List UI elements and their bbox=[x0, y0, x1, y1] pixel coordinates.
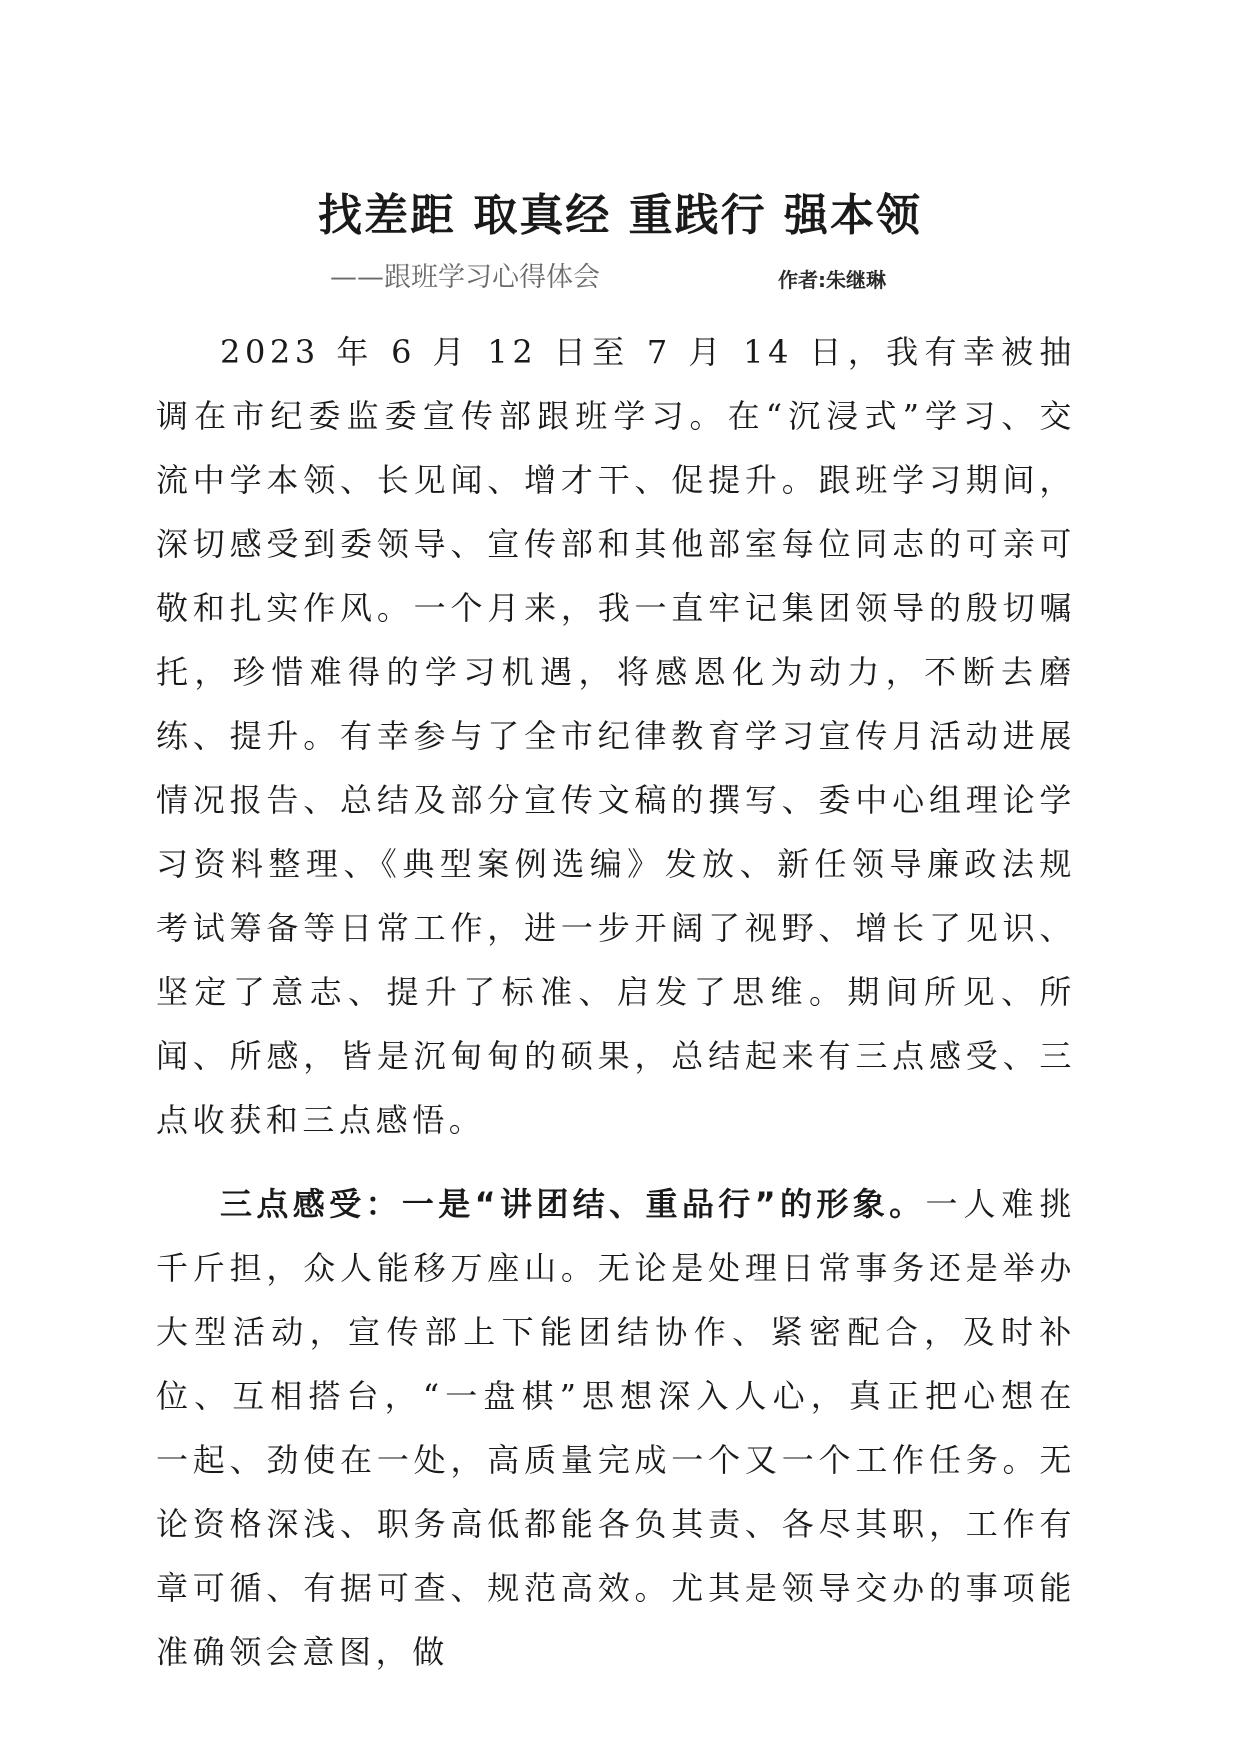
author-line: 作者:朱继琳 bbox=[778, 268, 886, 292]
document-title: 找差距 取真经 重践行 强本领 bbox=[318, 190, 922, 241]
paragraph-lead-bold: 三点感受：一是“讲团结、重品行”的形象。 bbox=[220, 1185, 926, 1223]
paragraph-intro: 2023 年 6 月 12 日至 7 月 14 日，我有幸被抽调在市纪委监委宣传部跟班学习。在“沉浸式”学习、交流中学本领、长见闻、增才干、促提升。跟班学习期间，深切感受到委领导、宣传部和其他部室每位同志的可亲可敬和扎实作风。一个月来，我一直牢记集团领导的殷切嘱托，珍惜难得的学习机遇，将感恩化为动力，不断去磨练、提升。有幸参与了全市纪律教育学习宣传月活动进展情况报告、总结及部分宣传文稿的撰写、委中心组理论学习资料整理、《典型案例选编》发放、新任领导廉政法规考试筹备等日常工作，进一步开阔了视野、增长了见识、坚定了意志、提升了标准、启发了思维。期间所见、所闻、所感，皆是沉甸甸的硕果，总结起来有三点感受、三点收获和三点感悟。 bbox=[156, 333, 1076, 1139]
document-body bbox=[156, 320, 1076, 1684]
paragraph-three-feelings bbox=[156, 1172, 1076, 1684]
document-subtitle: ——跟班学习心得体会 bbox=[330, 262, 600, 293]
paragraph-body: 一人难挑千斤担，众人能移万座山。无论是处理日常事务还是举办大型活动，宣传部上下能团结协作、紧密配合，及时补位、互相搭台，“一盘棋”思想深入人心，真正把心想在一起、劲使在一处，高质量完成一个又一个工作任务。无论资格深浅、职务高低都能各负其责、各尽其职，工作有章可循、有据可查、规范高效。尤其是领导交办的事项能准确领会意图，做 bbox=[156, 1185, 1076, 1671]
